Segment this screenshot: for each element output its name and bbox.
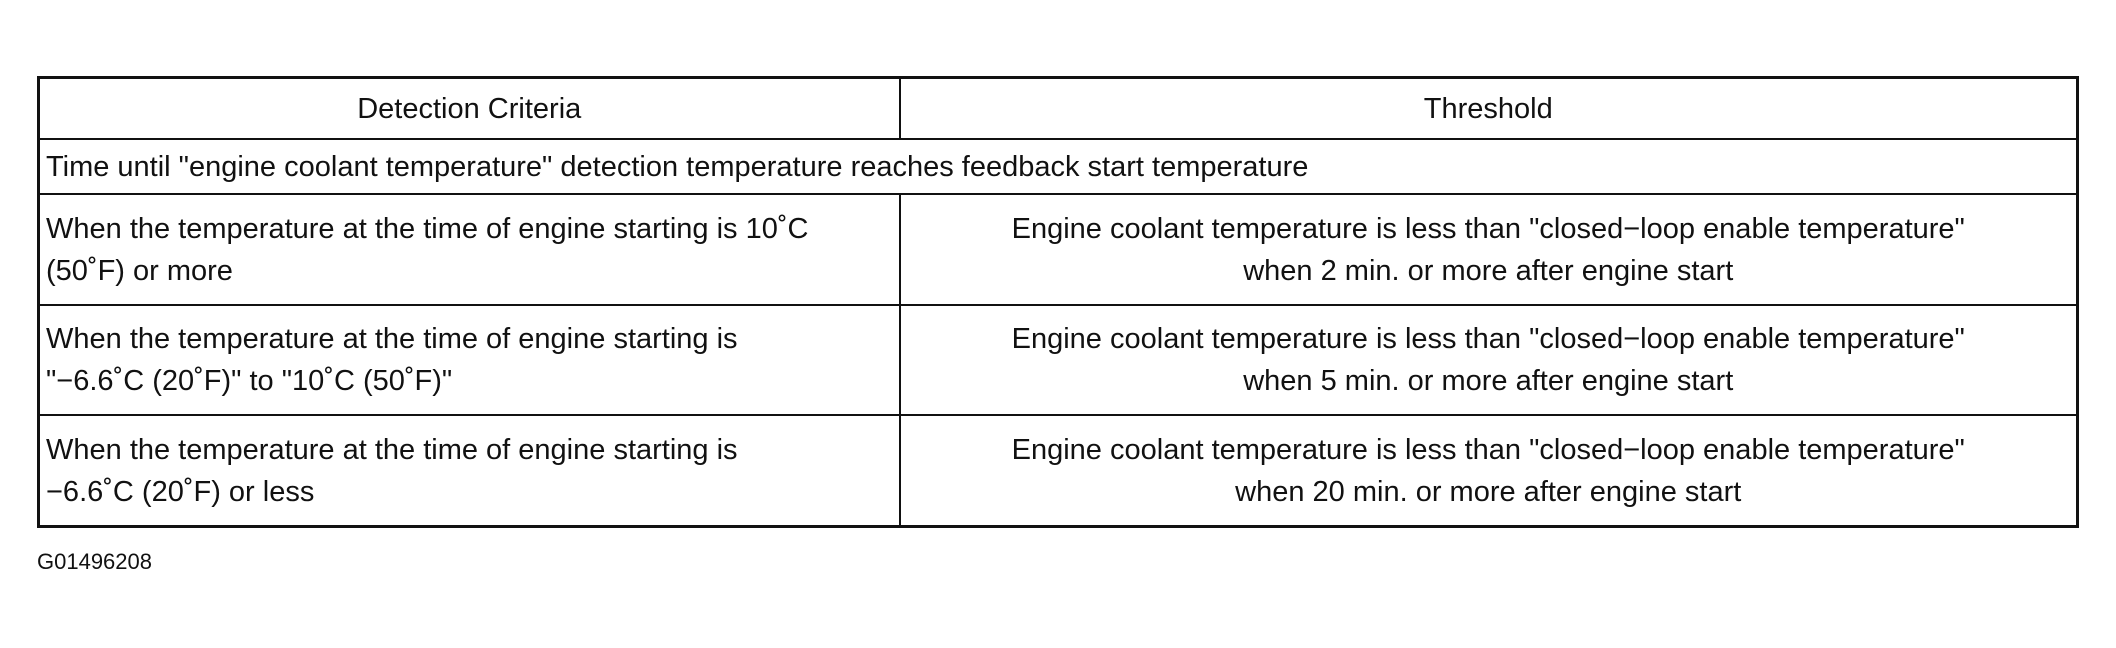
threshold-line: Engine coolant temperature is less than "closed−loop enable temperature" <box>1011 433 1965 466</box>
detection-criteria-table <box>37 76 2079 528</box>
criteria-cell <box>39 305 900 416</box>
criteria-line: −6.6˚C (20˚F) or less <box>46 475 315 508</box>
threshold-cell <box>900 194 2078 305</box>
threshold-line: Engine coolant temperature is less than "closed−loop enable temperature" <box>1011 323 1965 356</box>
header-detection-criteria: Detection Criteria <box>39 78 900 140</box>
threshold-line: when 20 min. or more after engine start <box>1235 475 1742 508</box>
header-threshold: Threshold <box>900 78 2078 140</box>
criteria-line: When the temperature at the time of engine starting is <box>46 323 738 356</box>
threshold-line: Engine coolant temperature is less than "closed−loop enable temperature" <box>1011 212 1965 245</box>
criteria-cell <box>39 194 900 305</box>
table-row <box>39 194 2078 305</box>
table-section-row <box>39 139 2078 194</box>
criteria-line: (50˚F) or more <box>46 254 233 287</box>
criteria-line: When the temperature at the time of engine starting is <box>46 433 738 466</box>
threshold-line: when 5 min. or more after engine start <box>1243 365 1734 398</box>
table-header-row <box>39 78 2078 140</box>
criteria-line: When the temperature at the time of engine starting is 10˚C <box>46 212 809 245</box>
criteria-cell <box>39 415 900 526</box>
criteria-line: "−6.6˚C (20˚F)" to "10˚C (50˚F)" <box>46 365 453 398</box>
figure-id: G01496208 <box>37 549 152 574</box>
section-description: Time until "engine coolant temperature" detection temperature reaches feedback start temperature <box>39 139 2078 194</box>
threshold-cell <box>900 415 2078 526</box>
table-row <box>39 305 2078 416</box>
threshold-cell <box>900 305 2078 416</box>
threshold-line: when 2 min. or more after engine start <box>1243 254 1734 287</box>
table-row <box>39 415 2078 526</box>
